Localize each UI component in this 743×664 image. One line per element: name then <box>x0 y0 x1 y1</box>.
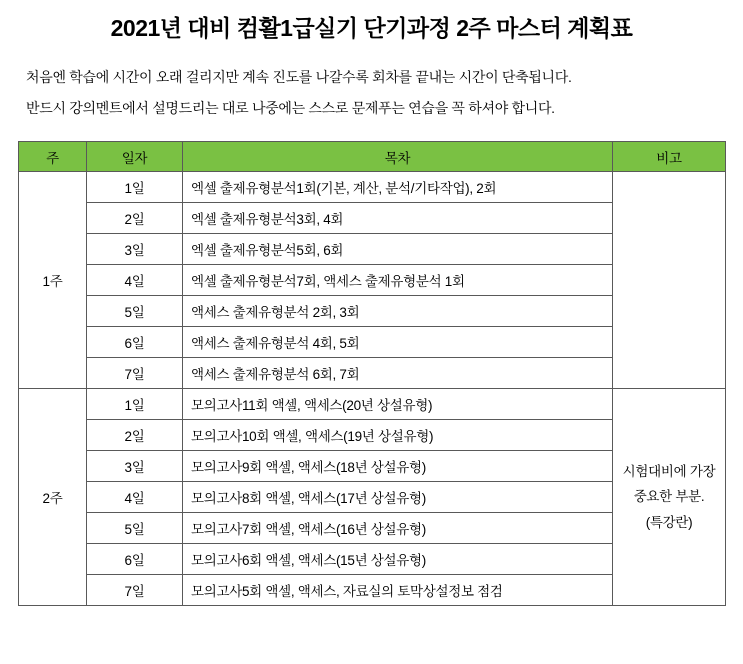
day-cell: 6일 <box>87 327 183 358</box>
table-row <box>19 172 726 203</box>
page-title: 2021년 대비 컴활1급실기 단기과정 2주 마스터 계획표 <box>110 15 633 41</box>
day-cell: 5일 <box>87 513 183 544</box>
goal-cell: 모의고사11회 액셀, 액세스(20년 상설유형) <box>183 389 613 420</box>
intro-text-block <box>18 68 725 119</box>
goal-cell: 모의고사6회 액셀, 액세스(15년 상설유형) <box>183 544 613 575</box>
week-cell-1: 1주 <box>19 172 87 389</box>
goal-cell: 액세스 출제유형분석 6회, 7회 <box>183 358 613 389</box>
column-header-goal: 목차 <box>183 142 613 172</box>
day-cell: 3일 <box>87 234 183 265</box>
goal-cell: 모의고사10회 액셀, 액세스(19년 상설유형) <box>183 420 613 451</box>
table-header-row <box>19 142 726 172</box>
goal-cell: 모의고사9회 액셀, 액세스(18년 상설유형) <box>183 451 613 482</box>
goal-cell: 엑셀 출제유형분석3회, 4회 <box>183 203 613 234</box>
study-plan-table <box>18 141 726 606</box>
day-cell: 6일 <box>87 544 183 575</box>
goal-cell: 액세스 출제유형분석 2회, 3회 <box>183 296 613 327</box>
day-cell: 4일 <box>87 482 183 513</box>
day-cell: 4일 <box>87 265 183 296</box>
goal-cell: 액세스 출제유형분석 4회, 5회 <box>183 327 613 358</box>
goal-cell: 모의고사8회 액셀, 액세스(17년 상설유형) <box>183 482 613 513</box>
day-cell: 7일 <box>87 358 183 389</box>
note-cell-2 <box>613 389 726 606</box>
table-row <box>19 389 726 420</box>
day-cell: 1일 <box>87 172 183 203</box>
document-page <box>0 14 743 664</box>
intro-line-2: 반드시 강의멘트에서 설명드리는 대로 나중에는 스스로 문제푸는 연습을 꼭 하셔야 합니다. <box>26 100 555 117</box>
day-cell: 7일 <box>87 575 183 606</box>
column-header-week: 주 <box>19 142 87 172</box>
note-line-3: (특강란) <box>645 514 693 530</box>
day-cell: 2일 <box>87 203 183 234</box>
day-cell: 5일 <box>87 296 183 327</box>
day-cell: 2일 <box>87 420 183 451</box>
goal-cell: 엑셀 출제유형분석7회, 액세스 출제유형분석 1회 <box>183 265 613 296</box>
note-line-2: 중요한 부분. <box>633 489 705 505</box>
note-cell-1 <box>613 172 726 389</box>
column-header-day: 일자 <box>87 142 183 172</box>
day-cell: 1일 <box>87 389 183 420</box>
goal-cell: 엑셀 출제유형분석5회, 6회 <box>183 234 613 265</box>
goal-cell: 모의고사5회 액셀, 액세스, 자료실의 토막상설정보 점검 <box>183 575 613 606</box>
intro-line-1: 처음엔 학습에 시간이 오래 걸리지만 계속 진도를 나갈수록 회차를 끝내는 시간이 단축됩니다. <box>26 68 572 85</box>
column-header-note: 비고 <box>613 142 726 172</box>
note-line-1: 시험대비에 가장 <box>622 463 716 479</box>
day-cell: 3일 <box>87 451 183 482</box>
goal-cell: 엑셀 출제유형분석1회(기본, 계산, 분석/기타작업), 2회 <box>183 172 613 203</box>
goal-cell: 모의고사7회 액셀, 액세스(16년 상설유형) <box>183 513 613 544</box>
week-cell-2: 2주 <box>19 389 87 606</box>
